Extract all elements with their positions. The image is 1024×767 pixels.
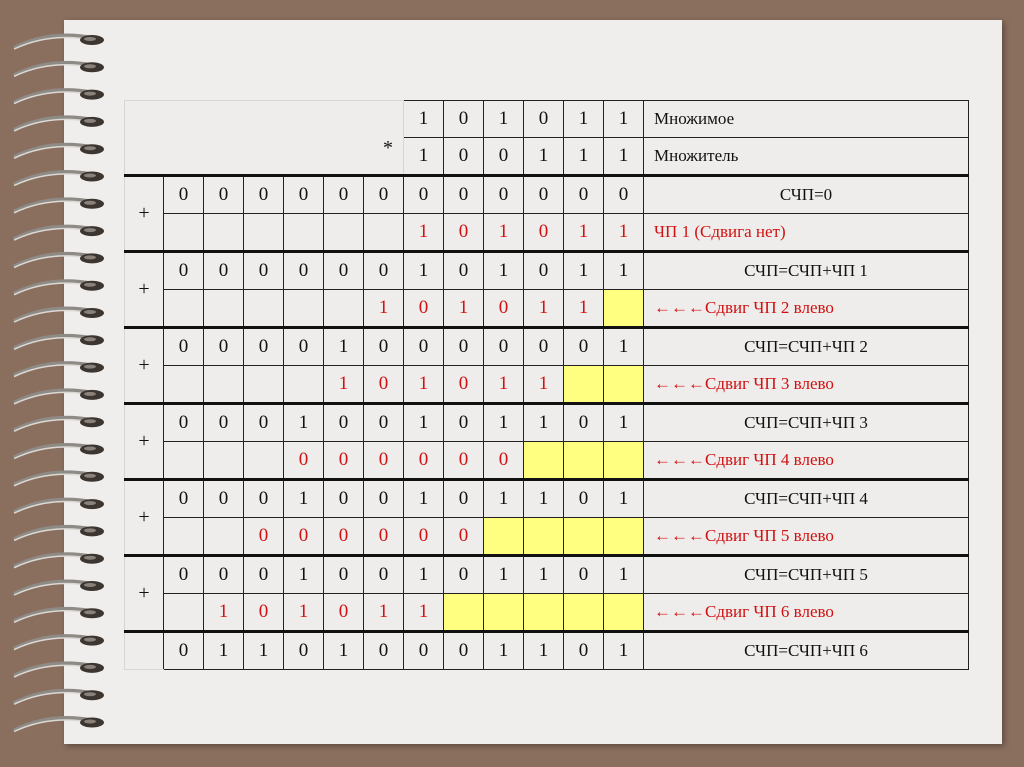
result-label: СЧП=СЧП+ЧП 6: [644, 632, 969, 670]
partial-bit: 0: [524, 214, 564, 252]
result-bit: 0: [164, 632, 204, 670]
shift-padding-cell: [564, 442, 604, 480]
sum-bit: 0: [324, 556, 364, 594]
plus-sign: +: [125, 252, 164, 328]
spiral-ring: [14, 144, 104, 158]
sum-label: СЧП=СЧП+ЧП 2: [644, 328, 969, 366]
multiplicand-label: Множимое: [644, 101, 969, 138]
shift-padding-cell: [484, 594, 524, 632]
sum-bit: 1: [604, 556, 644, 594]
empty-cell: [244, 290, 284, 328]
sum-bit: 0: [364, 252, 404, 290]
multiplicand-bit: 0: [444, 101, 484, 138]
partial-bit: 0: [244, 518, 284, 556]
spiral-ring: [14, 718, 104, 732]
sum-bit: 0: [444, 176, 484, 214]
partial-product-row: [125, 214, 969, 252]
sum-bit: 0: [324, 404, 364, 442]
shift-padding-cell: [564, 594, 604, 632]
partial-product-row: [125, 442, 969, 480]
empty-cell: [244, 366, 284, 404]
sum-bit: 1: [484, 252, 524, 290]
result-bit: 1: [604, 632, 644, 670]
sum-bit: 0: [284, 252, 324, 290]
spiral-ring: [14, 363, 104, 377]
plus-sign: +: [125, 556, 164, 632]
sum-bit: 1: [284, 556, 324, 594]
result-bit: 1: [324, 632, 364, 670]
partial-sum-row: [125, 404, 969, 442]
sum-bit: 0: [444, 328, 484, 366]
partial-bit: 0: [324, 518, 364, 556]
empty-cell: [244, 442, 284, 480]
sum-bit: 0: [444, 404, 484, 442]
partial-bit: 0: [324, 442, 364, 480]
sum-bit: 1: [484, 404, 524, 442]
empty-cell: [324, 214, 364, 252]
sum-label: СЧП=СЧП+ЧП 4: [644, 480, 969, 518]
sum-bit: 0: [364, 404, 404, 442]
sum-bit: 0: [524, 176, 564, 214]
spiral-ring: [14, 62, 104, 76]
shift-padding-cell: [564, 518, 604, 556]
spiral-ring: [14, 335, 104, 349]
sum-bit: 0: [164, 556, 204, 594]
spiral-ring: [14, 636, 104, 650]
partial-sum-row: [125, 176, 969, 214]
partial-bit: 1: [204, 594, 244, 632]
empty-cell: [164, 594, 204, 632]
sum-bit: 1: [604, 328, 644, 366]
spiral-binding: [0, 0, 140, 767]
multiplier-bit: 1: [404, 138, 444, 176]
multiplier-bit: 0: [444, 138, 484, 176]
sum-bit: 0: [524, 252, 564, 290]
spiral-ring: [14, 499, 104, 513]
spiral-ring: [14, 253, 104, 267]
spiral-ring: [14, 90, 104, 104]
partial-bit: 1: [404, 594, 444, 632]
sum-bit: 0: [164, 404, 204, 442]
sum-bit: 0: [564, 176, 604, 214]
empty-cell: [164, 214, 204, 252]
sum-bit: 0: [204, 556, 244, 594]
sum-bit: 0: [204, 404, 244, 442]
sum-bit: 1: [404, 480, 444, 518]
header-blank-cell: [125, 101, 404, 176]
sum-bit: 0: [244, 404, 284, 442]
partial-bit: 0: [444, 214, 484, 252]
empty-cell: [204, 518, 244, 556]
result-sign-blank: [125, 632, 164, 670]
partial-product-row: [125, 366, 969, 404]
multiplicand-bit: 1: [404, 101, 444, 138]
sum-bit: 0: [244, 556, 284, 594]
sum-bit: 0: [164, 176, 204, 214]
sum-bit: 1: [404, 404, 444, 442]
sum-bit: 0: [164, 328, 204, 366]
spiral-ring: [14, 117, 104, 131]
partial-bit: 0: [404, 518, 444, 556]
partial-product-row: [125, 594, 969, 632]
partial-bit: 0: [484, 442, 524, 480]
sum-bit: 0: [404, 328, 444, 366]
spiral-ring: [14, 581, 104, 595]
partial-label: ←←←Сдвиг ЧП 2 влево: [644, 290, 969, 328]
shift-padding-cell: [604, 290, 644, 328]
partial-bit: 1: [484, 214, 524, 252]
shift-padding-cell: [604, 366, 644, 404]
shift-padding-cell: [524, 442, 564, 480]
plus-sign: +: [125, 176, 164, 252]
shift-padding-cell: [604, 518, 644, 556]
result-bit: 0: [564, 632, 604, 670]
result-bit: 0: [364, 632, 404, 670]
multiplicand-bit: 1: [484, 101, 524, 138]
empty-cell: [204, 442, 244, 480]
spiral-ring: [14, 472, 104, 486]
empty-cell: [204, 214, 244, 252]
partial-label: ←←←Сдвиг ЧП 6 влево: [644, 594, 969, 632]
sum-label: СЧП=СЧП+ЧП 3: [644, 404, 969, 442]
multiplier-bit: 1: [564, 138, 604, 176]
plus-sign: +: [125, 480, 164, 556]
sum-bit: 1: [604, 480, 644, 518]
result-bit: 0: [444, 632, 484, 670]
sum-bit: 1: [604, 252, 644, 290]
sum-bit: 1: [564, 252, 604, 290]
spiral-ring: [14, 308, 104, 322]
sum-bit: 1: [484, 556, 524, 594]
partial-label: ←←←Сдвиг ЧП 5 влево: [644, 518, 969, 556]
spiral-ring: [14, 390, 104, 404]
empty-cell: [324, 290, 364, 328]
partial-bit: 1: [484, 366, 524, 404]
sum-bit: 0: [564, 328, 604, 366]
partial-sum-row: [125, 328, 969, 366]
sum-bit: 0: [524, 328, 564, 366]
partial-bit: 0: [284, 518, 324, 556]
spiral-ring: [14, 281, 104, 295]
sum-bit: 1: [404, 252, 444, 290]
sum-bit: 0: [364, 176, 404, 214]
spiral-ring: [14, 526, 104, 540]
partial-bit: 0: [404, 442, 444, 480]
binary-multiplication-table: [124, 100, 969, 670]
result-bit: 1: [204, 632, 244, 670]
shift-padding-cell: [524, 594, 564, 632]
partial-bit: 1: [404, 214, 444, 252]
multiply-sign: *: [383, 137, 393, 159]
empty-cell: [364, 214, 404, 252]
spiral-ring: [14, 554, 104, 568]
shift-padding-cell: [604, 442, 644, 480]
sum-label: СЧП=СЧП+ЧП 5: [644, 556, 969, 594]
multiplier-bit: 0: [484, 138, 524, 176]
sum-bit: 1: [604, 404, 644, 442]
partial-label: ←←←Сдвиг ЧП 4 влево: [644, 442, 969, 480]
shift-padding-cell: [524, 518, 564, 556]
partial-bit: 1: [364, 594, 404, 632]
partial-bit: 0: [444, 366, 484, 404]
partial-bit: 1: [564, 290, 604, 328]
sum-bit: 0: [324, 480, 364, 518]
multiplicand-bit: 1: [604, 101, 644, 138]
spiral-ring: [14, 608, 104, 622]
partial-bit: 1: [564, 214, 604, 252]
spiral-ring: [14, 35, 104, 49]
sum-bit: 0: [444, 556, 484, 594]
multiplicand-bit: 1: [564, 101, 604, 138]
partial-bit: 0: [284, 442, 324, 480]
sum-bit: 1: [524, 556, 564, 594]
partial-bit: 1: [284, 594, 324, 632]
sum-label: СЧП=0: [644, 176, 969, 214]
sum-bit: 1: [284, 404, 324, 442]
sum-bit: 0: [244, 328, 284, 366]
sum-bit: 0: [444, 252, 484, 290]
partial-bit: 0: [364, 366, 404, 404]
partial-bit: 0: [324, 594, 364, 632]
spiral-ring: [14, 172, 104, 186]
sum-bit: 0: [244, 480, 284, 518]
sum-bit: 0: [204, 252, 244, 290]
partial-bit: 0: [364, 518, 404, 556]
sum-bit: 0: [484, 176, 524, 214]
spiral-ring: [14, 417, 104, 431]
sum-bit: 0: [564, 404, 604, 442]
partial-label: ЧП 1 (Сдвига нет): [644, 214, 969, 252]
empty-cell: [164, 518, 204, 556]
sum-bit: 0: [284, 328, 324, 366]
partial-bit: 1: [444, 290, 484, 328]
partial-bit: 1: [404, 366, 444, 404]
empty-cell: [204, 290, 244, 328]
sum-bit: 0: [324, 176, 364, 214]
empty-cell: [164, 442, 204, 480]
partial-bit: 1: [324, 366, 364, 404]
multiplicand-row: [125, 101, 969, 138]
spiral-ring: [14, 226, 104, 240]
sum-bit: 1: [324, 328, 364, 366]
result-row: [125, 632, 969, 670]
partial-sum-row: [125, 556, 969, 594]
sum-bit: 0: [244, 252, 284, 290]
result-bit: 1: [524, 632, 564, 670]
partial-bit: 0: [404, 290, 444, 328]
result-bit: 1: [484, 632, 524, 670]
sum-bit: 0: [604, 176, 644, 214]
sum-bit: 0: [444, 480, 484, 518]
partial-sum-row: [125, 480, 969, 518]
sum-bit: 0: [204, 480, 244, 518]
sum-bit: 0: [164, 252, 204, 290]
shift-padding-cell: [604, 594, 644, 632]
multiplier-bit: 1: [604, 138, 644, 176]
empty-cell: [164, 366, 204, 404]
partial-bit: 0: [244, 594, 284, 632]
sum-bit: 0: [204, 176, 244, 214]
sum-bit: 1: [524, 480, 564, 518]
sum-bit: 0: [164, 480, 204, 518]
sum-bit: 0: [484, 328, 524, 366]
spiral-ring: [14, 690, 104, 704]
partial-bit: 1: [364, 290, 404, 328]
empty-cell: [284, 214, 324, 252]
sum-bit: 0: [364, 328, 404, 366]
sum-bit: 0: [404, 176, 444, 214]
result-bit: 0: [404, 632, 444, 670]
multiplier-label: Множитель: [644, 138, 969, 176]
sum-bit: 1: [524, 404, 564, 442]
sum-bit: 1: [404, 556, 444, 594]
sum-bit: 0: [324, 252, 364, 290]
partial-product-row: [125, 518, 969, 556]
partial-bit: 1: [524, 290, 564, 328]
partial-bit: 0: [484, 290, 524, 328]
sum-bit: 0: [564, 480, 604, 518]
sum-bit: 0: [564, 556, 604, 594]
partial-sum-row: [125, 252, 969, 290]
sum-bit: 0: [204, 328, 244, 366]
empty-cell: [164, 290, 204, 328]
empty-cell: [244, 214, 284, 252]
partial-bit: 0: [444, 442, 484, 480]
shift-padding-cell: [564, 366, 604, 404]
spiral-ring: [14, 199, 104, 213]
partial-label: ←←←Сдвиг ЧП 3 влево: [644, 366, 969, 404]
spiral-ring: [14, 445, 104, 459]
shift-padding-cell: [444, 594, 484, 632]
sum-bit: 1: [284, 480, 324, 518]
partial-bit: 1: [604, 214, 644, 252]
empty-cell: [204, 366, 244, 404]
sum-bit: 0: [244, 176, 284, 214]
result-bit: 1: [244, 632, 284, 670]
empty-cell: [284, 366, 324, 404]
multiplier-bit: 1: [524, 138, 564, 176]
partial-bit: 1: [524, 366, 564, 404]
plus-sign: +: [125, 328, 164, 404]
multiplicand-bit: 0: [524, 101, 564, 138]
empty-cell: [284, 290, 324, 328]
partial-bit: 0: [364, 442, 404, 480]
sum-bit: 0: [284, 176, 324, 214]
sum-bit: 0: [364, 556, 404, 594]
partial-product-row: [125, 290, 969, 328]
plus-sign: +: [125, 404, 164, 480]
sum-bit: 0: [364, 480, 404, 518]
shift-padding-cell: [484, 518, 524, 556]
sum-label: СЧП=СЧП+ЧП 1: [644, 252, 969, 290]
sum-bit: 1: [484, 480, 524, 518]
spiral-ring: [14, 663, 104, 677]
partial-bit: 0: [444, 518, 484, 556]
result-bit: 0: [284, 632, 324, 670]
